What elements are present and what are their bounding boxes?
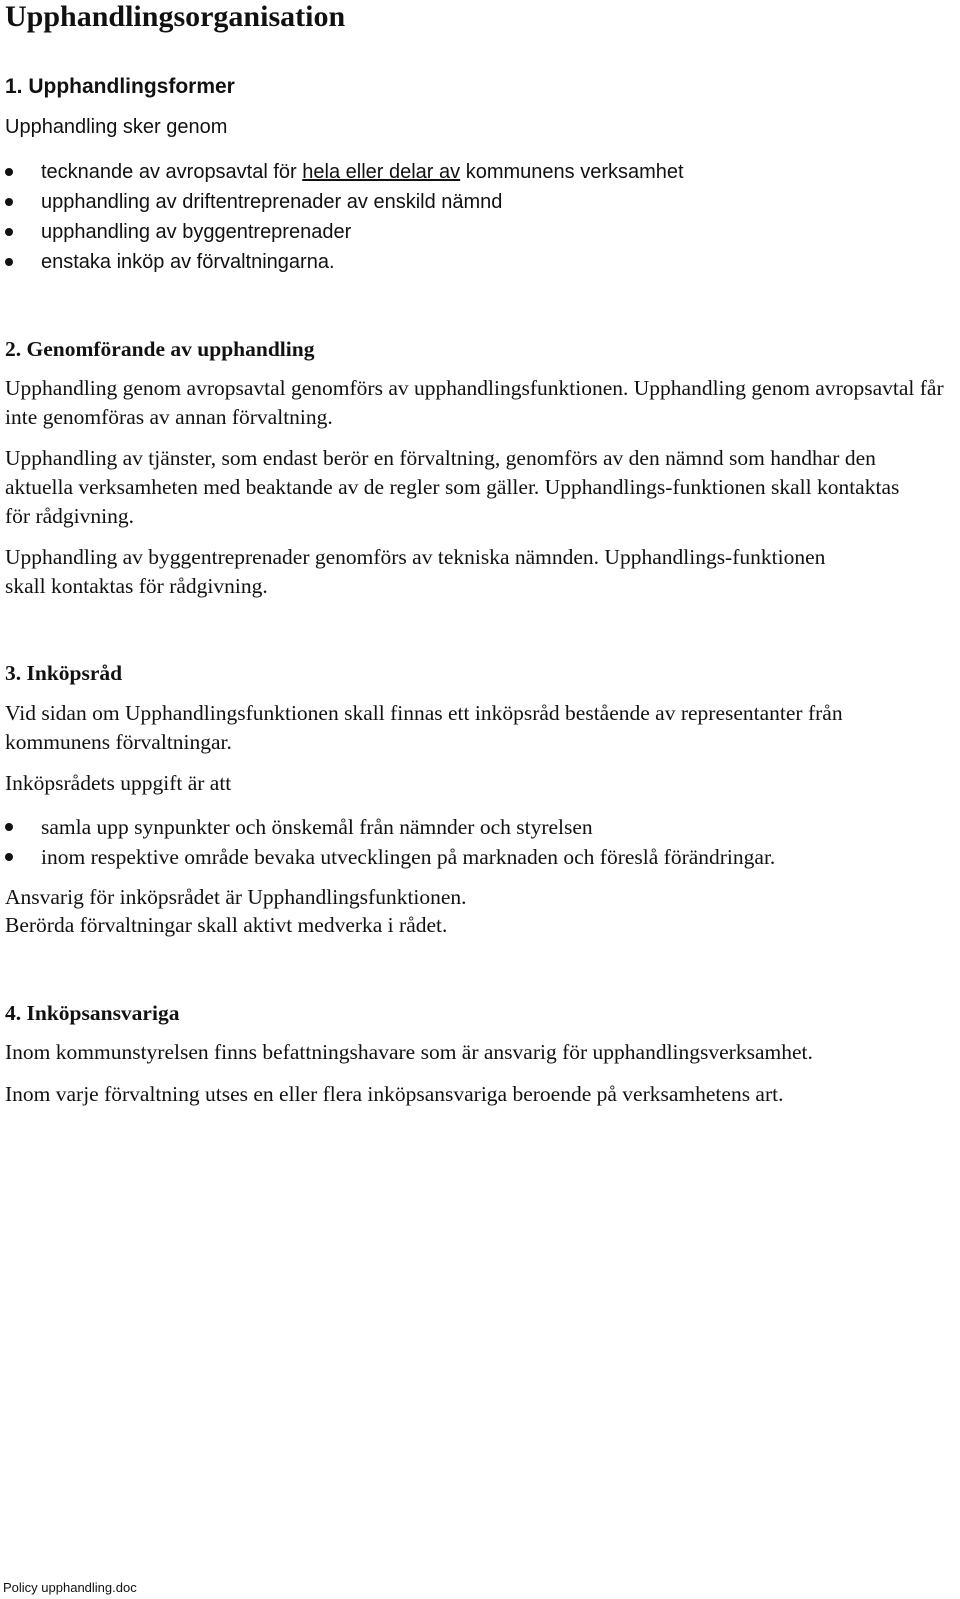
section-1-intro: Upphandling sker genom <box>5 116 228 138</box>
section-3-paragraph-3-line-2: Berörda förvaltningar skall aktivt medverka i rådet. <box>5 913 448 937</box>
section-1-list <box>5 157 945 277</box>
section-4-paragraph-1: Inom kommunstyrelsen finns befattningshavare som är ansvarig för upphandlingsverksamhet. <box>5 1040 813 1064</box>
section-2-paragraph-2: Upphandling av tjänster, som endast berör en förvaltning, genomförs av den nämnd som handhar den aktuella verksamheten med beaktande av de regler som gäller. Upphandlings-funktionen skall kontaktas för rådgivning. <box>5 446 900 528</box>
list-item <box>5 247 945 277</box>
list-item-text-pre: tecknande av avropsavtal för <box>41 161 303 183</box>
section-2-paragraph-3: Upphandling av byggentreprenader genomförs av tekniska nämnden. Upphandlings-funktionen skall kontaktas för rådgivning. <box>5 545 826 598</box>
list-item-text-post: kommunens verksamhet <box>460 161 684 183</box>
list-item <box>5 187 945 217</box>
bullet-icon <box>5 198 13 206</box>
list-item-text: samla upp synpunkter och önskemål från nämnder och styrelsen <box>41 815 593 839</box>
list-item <box>5 842 945 872</box>
bullet-icon <box>5 258 13 266</box>
list-item <box>5 812 945 842</box>
section-3-paragraph-2: Inköpsrådets uppgift är att <box>5 771 232 795</box>
list-item <box>5 157 945 187</box>
footer-filename: Policy upphandling.doc <box>3 1580 137 1595</box>
section-4-heading: 4. Inköpsansvariga <box>5 1001 180 1025</box>
section-3-paragraph-1: Vid sidan om Upphandlingsfunktionen skall finnas ett inköpsråd bestående av representanter från kommunens förvaltningar. <box>5 701 843 754</box>
section-2-paragraph-1: Upphandling genom avropsavtal genomförs av upphandlingsfunktionen. Upphandling genom avropsavtal får inte genomföras av annan förvaltning. <box>5 376 944 429</box>
list-item <box>5 217 945 247</box>
list-item-text: upphandling av byggentreprenader <box>41 221 352 243</box>
section-1-heading: 1. Upphandlingsformer <box>5 75 235 98</box>
bullet-icon <box>5 228 13 236</box>
list-item-text: enstaka inköp av förvaltningarna. <box>41 251 335 273</box>
section-4-paragraph-2: Inom varje förvaltning utses en eller flera inköpsansvariga beroende på verksamhetens art. <box>5 1082 784 1106</box>
bullet-icon <box>5 168 13 176</box>
section-3-list <box>5 812 945 872</box>
bullet-icon <box>5 823 13 831</box>
section-3-paragraph-3-line-1: Ansvarig för inköpsrådet är Upphandlingsfunktionen. <box>5 885 467 909</box>
list-item-text-underlined: hela eller delar av <box>302 161 461 183</box>
bullet-icon <box>5 853 13 861</box>
section-2-heading: 2. Genomförande av upphandling <box>5 337 315 361</box>
list-item-text: inom respektive område bevaka utvecklingen på marknaden och föreslå förändringar. <box>41 845 776 869</box>
document-title: Upphandlingsorganisation <box>5 0 346 33</box>
section-3-heading: 3. Inköpsråd <box>5 661 123 685</box>
list-item-text: upphandling av driftentreprenader av enskild nämnd <box>41 191 503 213</box>
